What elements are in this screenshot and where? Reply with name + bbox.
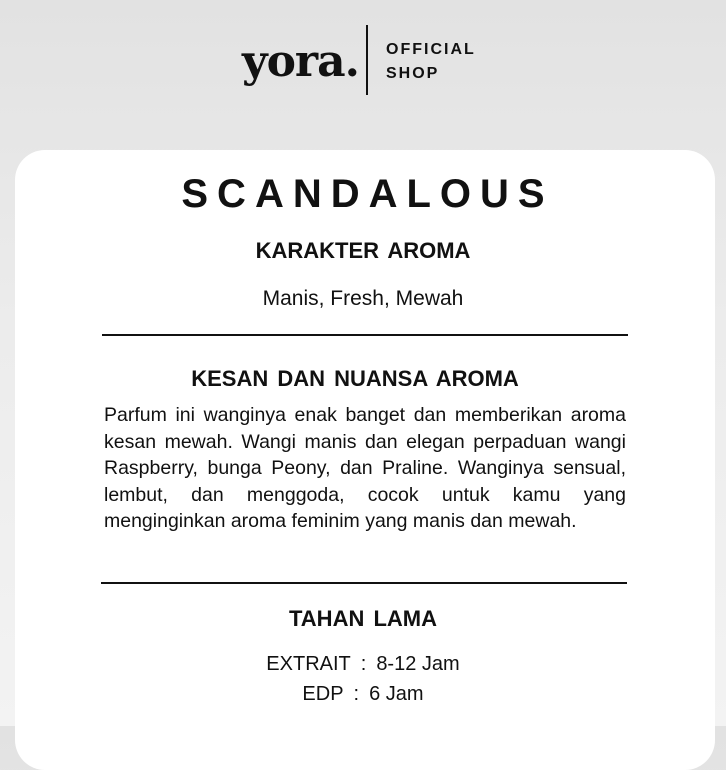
duration-separator: :: [353, 683, 360, 705]
karakter-aroma-heading: KARAKTER AROMA: [255, 238, 471, 263]
duration-value: 6 Jam: [369, 683, 424, 705]
kesan-nuansa-heading: KESAN DAN NUANSA AROMA: [191, 366, 519, 391]
header: [0, 0, 726, 140]
shop-label-line1: OFFICIAL: [386, 41, 476, 58]
header-divider: [366, 25, 368, 95]
duration-row-extrait: [0, 650, 726, 678]
product-title: SCANDALOUS: [181, 172, 554, 216]
shop-label-line2: SHOP: [386, 65, 440, 82]
brand-logo: yora.: [242, 36, 359, 87]
duration-label: EXTRAIT: [266, 653, 351, 675]
section-divider: [101, 582, 627, 584]
karakter-aroma-value: Manis, Fresh, Mewah: [262, 287, 464, 310]
duration-separator: :: [360, 653, 367, 675]
section-divider: [102, 334, 628, 336]
duration-label: EDP: [302, 683, 344, 705]
duration-row-edp: [0, 680, 726, 708]
tahan-lama-heading: TAHAN LAMA: [288, 606, 437, 631]
duration-value: 8-12 Jam: [376, 653, 460, 675]
kesan-nuansa-description: Parfum ini wanginya enak banget dan memberikan aroma kesan mewah. Wangi manis dan elegan perpaduan wangi Raspberry, bunga Peony, dan Praline. Wanginya sensual, lembut, dan menggoda, cocok untuk kamu yang menginginkan aroma feminim yang manis dan mewah.: [104, 404, 626, 532]
official-shop-label: [386, 38, 476, 86]
